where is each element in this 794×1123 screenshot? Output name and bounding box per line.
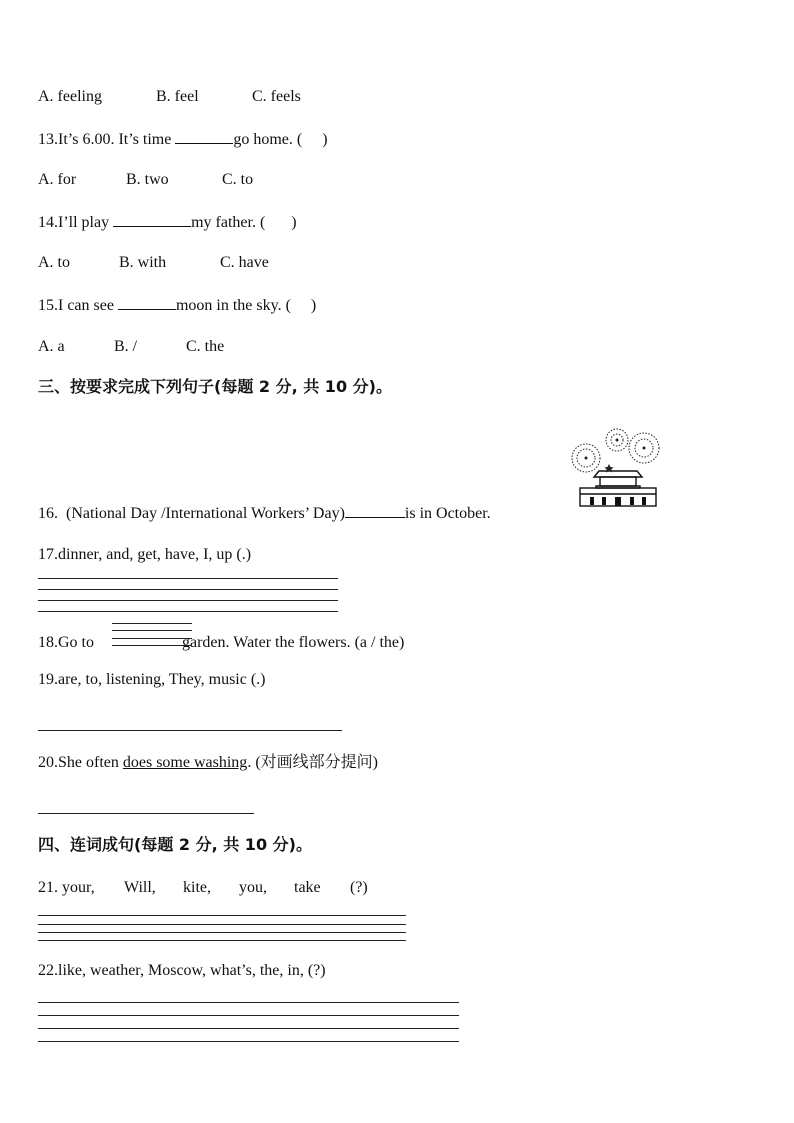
q15-option-c: C. the — [186, 338, 225, 355]
section-four-heading: 四、连词成句(每题 2 分, 共 10 分)。 — [38, 835, 312, 854]
q16-question — [38, 503, 491, 524]
q19-answer-line[interactable] — [38, 730, 342, 731]
q22-answer-line-1[interactable] — [38, 1002, 459, 1003]
q13-option-c: C. to — [222, 171, 254, 188]
q14-option-c: C. have — [220, 254, 269, 271]
q14-text-before: I’ll play — [58, 214, 110, 231]
q12-option-c: C. feels — [252, 88, 301, 105]
q19-question — [38, 670, 266, 690]
q15-options — [38, 337, 224, 357]
fireworks-gate-illustration — [566, 426, 670, 514]
q21-answer-line-3[interactable] — [38, 932, 406, 933]
q21-number: 21. — [38, 879, 58, 896]
q12-options — [38, 87, 301, 107]
q14-number: 14. — [38, 214, 58, 231]
q22-answer-line-4[interactable] — [38, 1041, 459, 1042]
q15-option-b: B. / — [114, 338, 138, 355]
q14-paren-close: ) — [291, 214, 297, 231]
q18-blank-line-3 — [112, 638, 192, 639]
q13-paren-close: ) — [322, 131, 328, 148]
q15-question — [38, 295, 316, 316]
q21-word: your, — [62, 879, 95, 896]
q20-answer-line[interactable] — [38, 813, 254, 814]
q13-blank[interactable] — [175, 129, 233, 144]
q15-text-after: moon in the sky. ( — [175, 297, 291, 314]
q16-blank[interactable] — [345, 503, 405, 518]
q14-options — [38, 253, 269, 273]
q21-word: kite, — [183, 879, 211, 896]
q20-question — [38, 753, 378, 773]
q21-word: you, — [239, 879, 267, 896]
q15-option-a: A. a — [38, 338, 65, 355]
q22-answer-line-2[interactable] — [38, 1015, 459, 1016]
q17-answer-line-1[interactable] — [38, 578, 338, 579]
q20-text-after: . (对画线部分提问) — [247, 754, 378, 771]
q21-word: take — [294, 879, 321, 896]
q18-number: 18. — [38, 634, 58, 651]
q17-answer-line-4[interactable] — [38, 611, 338, 612]
q12-option-a: A. feeling — [38, 88, 102, 105]
q17-text: dinner, and, get, have, I, up (.) — [58, 546, 252, 563]
q14-option-a: A. to — [38, 254, 70, 271]
q18-text-after: garden. Water the flowers. (a / the) — [182, 634, 405, 651]
q22-text: like, weather, Moscow, what’s, the, in, (?) — [58, 962, 326, 979]
q16-text-after: is in October. — [404, 505, 491, 522]
q18-blank-line-2 — [112, 630, 192, 631]
q20-text-before: She often — [58, 754, 119, 771]
q18-question — [38, 633, 404, 653]
q13-number: 13. — [38, 131, 58, 148]
q15-paren-close: ) — [310, 297, 317, 314]
q17-number: 17. — [38, 546, 58, 563]
q14-question — [38, 212, 297, 233]
q20-number: 20. — [38, 754, 58, 771]
q21-answer-line-4[interactable] — [38, 940, 406, 941]
q16-text-before: (National Day /International Workers’ Day) — [66, 505, 345, 522]
q17-answer-line-2[interactable] — [38, 589, 338, 590]
q19-text: are, to, listening, They, music (.) — [58, 671, 266, 688]
q16-number: 16. — [38, 505, 58, 522]
q12-option-b: B. feel — [156, 88, 199, 105]
q18-text-before: Go to — [58, 634, 94, 651]
q21-answer-line-2[interactable] — [38, 924, 406, 925]
q13-text-after: go home. ( — [233, 131, 303, 148]
q13-option-b: B. two — [126, 171, 169, 188]
q19-number: 19. — [38, 671, 58, 688]
q13-text-before: It’s 6.00. It’s time — [58, 131, 172, 148]
q15-text-before: I can see — [58, 297, 114, 314]
q15-number: 15. — [38, 297, 58, 314]
q18-blank-line-1 — [112, 623, 192, 624]
q21-answer-line-1[interactable] — [38, 915, 406, 916]
q22-question — [38, 961, 326, 981]
q21-question — [38, 878, 368, 898]
q17-answer-line-3[interactable] — [38, 600, 338, 601]
q13-question — [38, 129, 328, 150]
q22-number: 22. — [38, 962, 58, 979]
section-three-heading: 三、按要求完成下列句子(每题 2 分, 共 10 分)。 — [38, 377, 392, 396]
q18-blank-line-4 — [112, 645, 192, 646]
q22-answer-line-3[interactable] — [38, 1028, 459, 1029]
q21-word: (?) — [350, 879, 368, 896]
q15-blank[interactable] — [118, 295, 176, 310]
q14-blank[interactable] — [113, 212, 191, 227]
q21-word: Will, — [124, 879, 156, 896]
q20-underlined-phrase: does some washing — [122, 754, 248, 771]
q13-option-a: A. for — [38, 171, 77, 188]
q13-options — [38, 170, 253, 190]
q14-option-b: B. with — [119, 254, 167, 271]
q14-text-after: my father. ( — [191, 214, 266, 231]
q17-question — [38, 545, 251, 565]
